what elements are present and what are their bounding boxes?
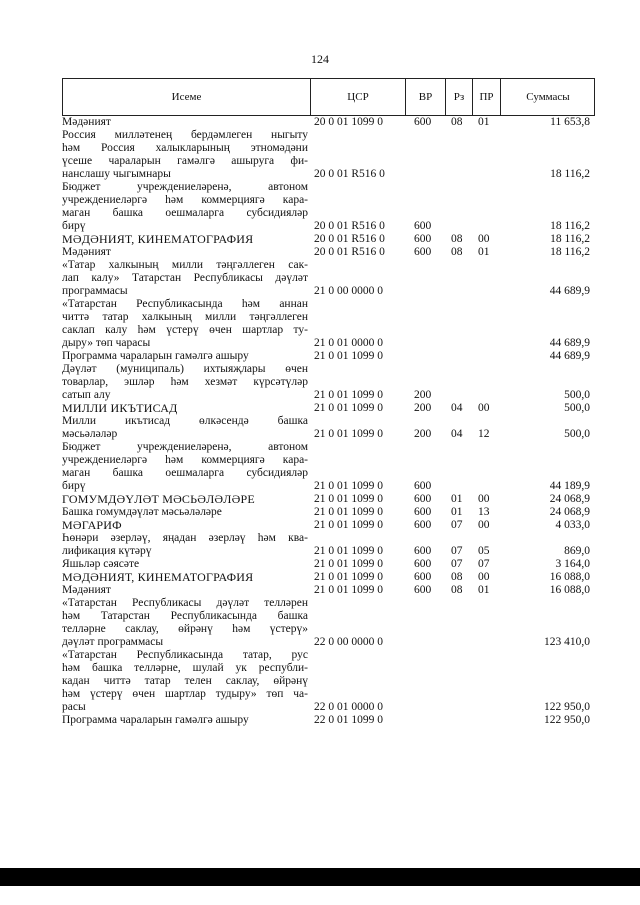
row-rz: 04 xyxy=(451,402,463,414)
row-name-line: маган башка оешмаларга субсидияләр xyxy=(62,207,308,219)
row-name-line: Мәдәният xyxy=(62,246,111,258)
row-vr: 200 xyxy=(414,428,432,440)
row-csr: 21 0 01 1099 0 xyxy=(314,506,383,518)
table-row xyxy=(62,519,595,532)
row-name-line: нанслашу чыгымнары xyxy=(62,168,171,180)
row-sum: 18 116,2 xyxy=(550,233,590,245)
row-sum: 3 164,0 xyxy=(555,558,590,570)
row-rz: 07 xyxy=(451,545,463,557)
row-sum: 44 689,9 xyxy=(549,337,590,349)
row-name xyxy=(62,298,308,350)
row-name-line: расы xyxy=(62,701,86,713)
row-csr: 21 0 01 1099 0 xyxy=(314,350,383,362)
row-pr: 00 xyxy=(478,402,490,414)
row-name-line: һәм үстерү өчен шартлар тудыру» төп ча- xyxy=(62,688,308,700)
row-name-line: Дәүләт (муниципаль) ихтыяҗлары өчен xyxy=(62,363,308,375)
row-name-line: «Татар халкының милли тәңгәллеген сак- xyxy=(62,259,308,271)
row-csr: 20 0 01 1099 0 xyxy=(314,116,383,128)
table-row xyxy=(62,259,595,298)
row-rz: 08 xyxy=(451,571,463,583)
row-name xyxy=(62,532,308,558)
row-sum: 500,0 xyxy=(564,402,590,414)
row-vr: 600 xyxy=(414,571,432,583)
row-name-line: һәм Россия халыкларының этномәдәни xyxy=(62,142,308,154)
row-name-line: МИЛЛИ ИКЪТИСАД xyxy=(62,401,178,415)
row-csr: 21 0 01 1099 0 xyxy=(314,545,383,557)
row-name xyxy=(62,649,308,714)
row-name-line: Яшьләр сәясәте xyxy=(62,558,140,570)
table-row xyxy=(62,116,595,129)
row-csr: 21 0 01 1099 0 xyxy=(314,584,383,596)
row-name-line: Программа чараларын гамәлгә ашыру xyxy=(62,714,249,726)
row-name-line: товарлар, эшләр һәм хезмәт күрсәтүләр xyxy=(62,376,308,388)
row-pr: 00 xyxy=(478,571,490,583)
row-name-line: Башка гомумдәүләт мәсьәләләре xyxy=(62,506,222,518)
row-sum: 18 116,2 xyxy=(550,246,590,258)
row-pr: 00 xyxy=(478,519,490,531)
row-name-line: саклап калу һәм үстерү өчен шартлар ту- xyxy=(62,324,308,336)
row-sum: 44 689,9 xyxy=(549,285,590,297)
row-rz: 08 xyxy=(451,246,463,258)
row-name xyxy=(62,714,308,727)
row-name-line: сатып алу xyxy=(62,389,111,401)
row-name xyxy=(62,350,308,363)
row-csr: 22 0 01 1099 0 xyxy=(314,714,383,726)
row-name xyxy=(62,571,308,584)
row-vr: 600 xyxy=(414,246,432,258)
row-csr: 21 0 01 1099 0 xyxy=(314,519,383,531)
table-row xyxy=(62,233,595,246)
row-rz: 07 xyxy=(451,558,463,570)
row-name xyxy=(62,259,308,298)
row-sum: 500,0 xyxy=(564,428,590,440)
table-row xyxy=(62,571,595,584)
table-row xyxy=(62,350,595,363)
row-csr: 21 0 01 1099 0 xyxy=(314,428,383,440)
row-name-line: Бюджет учреждениеләренә, автоном xyxy=(62,181,308,193)
table-row xyxy=(62,363,595,402)
row-vr: 600 xyxy=(414,545,432,557)
header-name: Исеме xyxy=(171,91,202,103)
row-csr: 21 0 01 1099 0 xyxy=(314,558,383,570)
row-name-line: МӘДӘНИЯТ, КИНЕМАТОГРАФИЯ xyxy=(62,570,254,584)
row-name-line: үсеше чараларын гамәлгә ашыруга фи- xyxy=(62,155,308,167)
row-rz: 08 xyxy=(451,116,463,128)
table-row xyxy=(62,246,595,259)
row-csr: 21 0 01 1099 0 xyxy=(314,571,383,583)
row-name-line: дыру» төп чарасы xyxy=(62,337,151,349)
row-name-line: бирү xyxy=(62,220,86,232)
row-vr: 200 xyxy=(414,389,432,401)
row-name-line: программасы xyxy=(62,285,128,297)
table-row xyxy=(62,584,595,597)
row-vr: 600 xyxy=(414,558,432,570)
row-csr: 22 0 01 0000 0 xyxy=(314,701,383,713)
header-csr: ЦСР xyxy=(310,79,405,115)
row-vr: 200 xyxy=(414,402,432,414)
row-name-line: Бюджет учреждениеләренә, автоном xyxy=(62,441,308,453)
row-name-line: Мәдәният xyxy=(62,116,111,128)
row-rz: 04 xyxy=(451,428,463,440)
row-name xyxy=(62,415,308,441)
row-sum: 18 116,2 xyxy=(550,168,590,180)
row-name xyxy=(62,402,308,415)
row-name-line: Һөнәри әзерләү, яңадан әзерләү һәм ква- xyxy=(62,532,308,544)
row-name xyxy=(62,441,308,493)
row-name-line: бирү xyxy=(62,480,86,492)
row-pr: 01 xyxy=(478,246,490,258)
row-name-line: лап калу» Татарстан Республикасы дәүләт xyxy=(62,272,308,284)
row-csr: 20 0 01 R516 0 xyxy=(314,233,385,245)
row-pr: 00 xyxy=(478,493,490,505)
row-name-line: телләрне саклау, өйрәнү һәм үстерү» xyxy=(62,623,308,635)
row-sum: 4 033,0 xyxy=(555,519,590,531)
row-name-line: Мәдәният xyxy=(62,584,111,596)
row-name-line: лификация күтәрү xyxy=(62,545,152,557)
row-csr: 20 0 01 R516 0 xyxy=(314,246,385,258)
row-vr: 600 xyxy=(414,519,432,531)
row-name xyxy=(62,246,308,259)
row-csr: 21 0 01 1099 0 xyxy=(314,493,383,505)
row-vr: 600 xyxy=(414,493,432,505)
row-name-line: мәсьәләләр xyxy=(62,428,118,440)
row-csr: 21 0 01 1099 0 xyxy=(314,480,383,492)
row-vr: 600 xyxy=(414,233,432,245)
row-sum: 24 068,9 xyxy=(549,506,590,518)
row-sum: 16 088,0 xyxy=(549,571,590,583)
row-name-line: «Татарстан Республикасында татар, рус xyxy=(62,649,308,661)
row-vr: 600 xyxy=(414,220,432,232)
row-name xyxy=(62,363,308,402)
row-name xyxy=(62,519,308,532)
row-csr: 21 0 00 0000 0 xyxy=(314,285,383,297)
row-name xyxy=(62,129,308,181)
row-name xyxy=(62,116,308,129)
row-name xyxy=(62,493,308,506)
table-row xyxy=(62,506,595,519)
table-row xyxy=(62,181,595,233)
row-name-line: ГОМУМДӘҮЛӘТ МӘСЬӘЛӘЛӘРЕ xyxy=(62,492,255,506)
row-sum: 869,0 xyxy=(564,545,590,557)
row-name-line: Россия милләтенең бердәмлеген ныгыту xyxy=(62,129,308,141)
row-pr: 12 xyxy=(478,428,490,440)
table-row xyxy=(62,532,595,558)
row-pr: 07 xyxy=(478,558,490,570)
row-rz: 01 xyxy=(451,493,463,505)
row-csr: 21 0 01 1099 0 xyxy=(314,389,383,401)
header-pr: ПР xyxy=(472,79,500,115)
row-name-line: МӘГАРИФ xyxy=(62,518,122,532)
row-name-line: учреждениеләргә һәм коммерциягә кара- xyxy=(62,454,308,466)
table-row xyxy=(62,649,595,714)
row-name-line: маган башка оешмаларга субсидияләр xyxy=(62,467,308,479)
row-sum: 122 950,0 xyxy=(544,714,590,726)
row-sum: 123 410,0 xyxy=(544,636,590,648)
row-csr: 21 0 01 0000 0 xyxy=(314,337,383,349)
row-rz: 08 xyxy=(451,584,463,596)
row-vr: 600 xyxy=(414,480,432,492)
row-sum: 44 189,9 xyxy=(549,480,590,492)
row-name-line: «Татарстан Республикасында һәм аннан xyxy=(62,298,308,310)
row-csr: 22 0 00 0000 0 xyxy=(314,636,383,648)
row-name xyxy=(62,233,308,246)
row-vr: 600 xyxy=(414,584,432,596)
row-name-line: һәм Татарстан Республикасында башка xyxy=(62,610,308,622)
row-name-line: читтә татар халкының милли тәңгәллеген xyxy=(62,311,308,323)
row-name-line: кадан читтә татар телен саклау, өйрәнү xyxy=(62,675,308,687)
row-name-line: һәм башка телләрне, шулай ук республи- xyxy=(62,662,308,674)
row-sum: 500,0 xyxy=(564,389,590,401)
row-name-line: Милли икътисад өлкәсендә башка xyxy=(62,415,308,427)
table-row xyxy=(62,298,595,350)
table-row xyxy=(62,402,595,415)
row-pr: 00 xyxy=(478,233,490,245)
row-pr: 05 xyxy=(478,545,490,557)
row-name-line: учреждениеләргә һәм коммерциягә кара- xyxy=(62,194,308,206)
table-row xyxy=(62,415,595,441)
table-header xyxy=(62,78,595,116)
header-rz: Рз xyxy=(445,79,472,115)
table-row xyxy=(62,714,595,727)
row-csr: 20 0 01 R516 0 xyxy=(314,220,385,232)
row-sum: 16 088,0 xyxy=(549,584,590,596)
row-pr: 01 xyxy=(478,584,490,596)
row-name xyxy=(62,597,308,649)
row-csr: 21 0 01 1099 0 xyxy=(314,402,383,414)
row-name-line: Программа чараларын гамәлгә ашыру xyxy=(62,350,249,362)
row-name-line: дәүләт программасы xyxy=(62,636,164,648)
row-rz: 08 xyxy=(451,233,463,245)
page-number: 124 xyxy=(311,52,329,66)
table-row xyxy=(62,441,595,493)
table-row xyxy=(62,493,595,506)
row-name-line: «Татарстан Республикасы дәүләт телләрен xyxy=(62,597,308,609)
row-rz: 01 xyxy=(451,506,463,518)
table-row xyxy=(62,597,595,649)
scan-bottom-edge xyxy=(0,868,640,886)
row-pr: 01 xyxy=(478,116,490,128)
table-row xyxy=(62,129,595,181)
budget-table xyxy=(62,78,595,727)
row-vr: 600 xyxy=(414,116,432,128)
row-csr: 20 0 01 R516 0 xyxy=(314,168,385,180)
row-name xyxy=(62,181,308,233)
row-name xyxy=(62,584,308,597)
header-vr: ВР xyxy=(405,79,445,115)
row-name-line: МӘДӘНИЯТ, КИНЕМАТОГРАФИЯ xyxy=(62,232,254,246)
row-sum: 18 116,2 xyxy=(550,220,590,232)
row-sum: 11 653,8 xyxy=(550,116,590,128)
row-vr: 600 xyxy=(414,506,432,518)
header-sum: Суммасы xyxy=(500,79,595,115)
row-rz: 07 xyxy=(451,519,463,531)
table-body xyxy=(62,116,595,727)
row-sum: 122 950,0 xyxy=(544,701,590,713)
row-pr: 13 xyxy=(478,506,490,518)
row-sum: 44 689,9 xyxy=(549,350,590,362)
row-sum: 24 068,9 xyxy=(549,493,590,505)
